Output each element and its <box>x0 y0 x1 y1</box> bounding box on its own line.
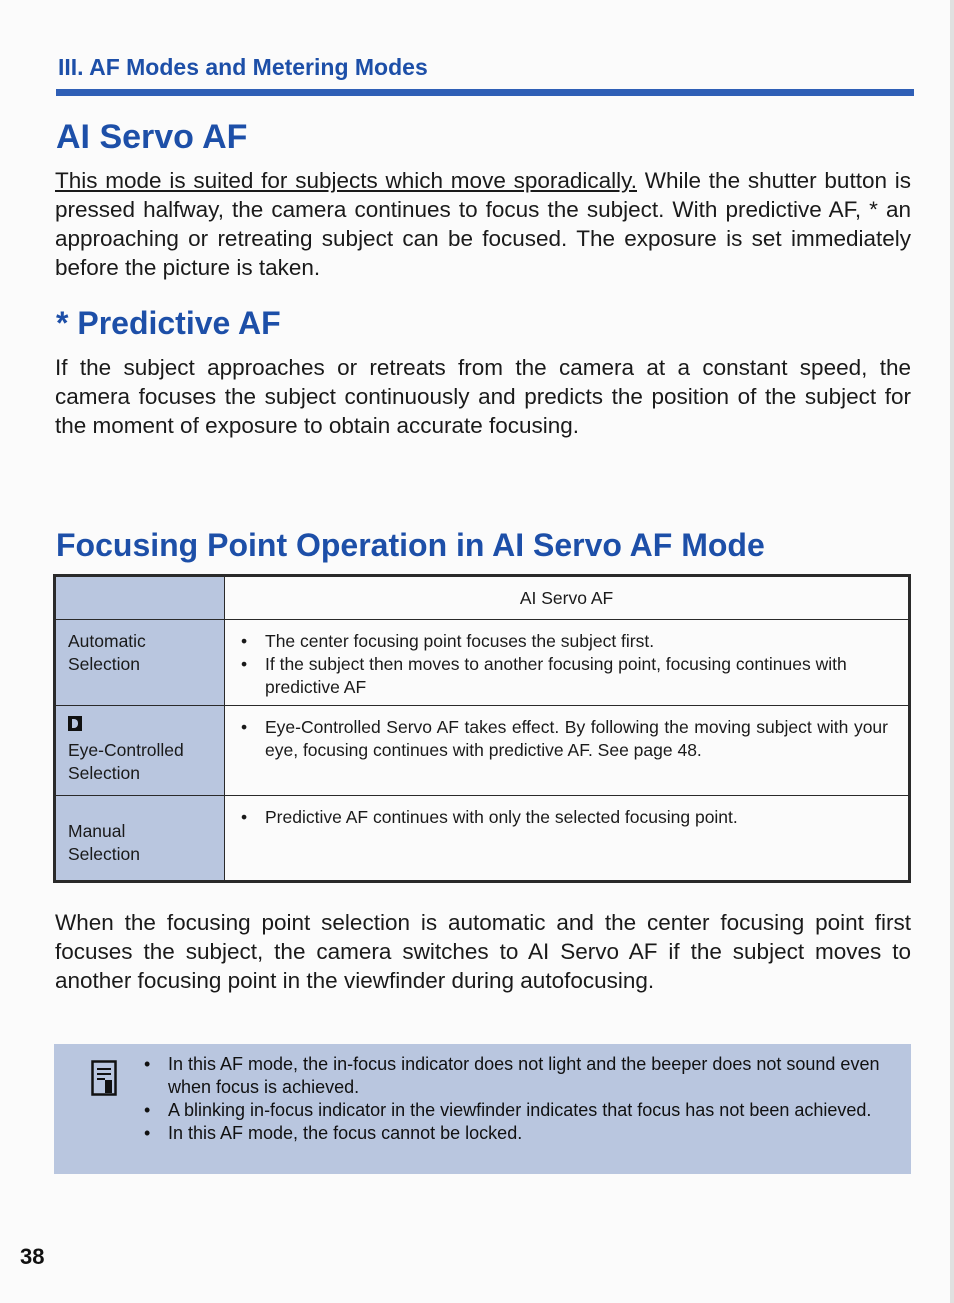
row-label-eye-controlled <box>56 706 225 796</box>
section-title: III. AF Modes and Metering Modes <box>58 54 428 80</box>
row-label-line: Automatic <box>68 631 146 651</box>
ai-servo-heading: AI Servo AF <box>56 118 248 156</box>
eye-control-icon <box>68 716 82 731</box>
row-content-eye-controlled <box>225 706 909 796</box>
predictive-af-paragraph: If the subject approaches or retreats from the camera at a constant speed, the camera focuses the subject continuously and predicts the position of the subject for the moment of exposure to obtain accurate focusing. <box>55 355 911 438</box>
predictive-af-heading: * Predictive AF <box>56 305 281 341</box>
ai-servo-underlined-text: This mode is suited for subjects which move sporadically. <box>55 168 637 193</box>
page-number: 38 <box>20 1244 45 1269</box>
table-column-header: AI Servo AF <box>225 577 909 620</box>
memo-icon <box>91 1060 117 1096</box>
row-label-line: Eye-Controlled <box>68 740 184 760</box>
row-label-line: Selection <box>68 654 140 674</box>
note-box <box>54 1044 911 1174</box>
bullet-item: • Predictive AF continues with only the selected focusing point. <box>237 806 888 829</box>
row-content-manual <box>225 796 909 881</box>
ai-servo-paragraph <box>55 166 911 282</box>
row-label-line: Selection <box>68 844 140 864</box>
table-row <box>56 620 909 706</box>
note-item: • In this AF mode, the in-focus indicator does not light and the beeper does not sound even when focus is achieved. <box>140 1053 900 1099</box>
row-label-automatic <box>56 620 225 706</box>
focusing-operation-heading: Focusing Point Operation in AI Servo AF Mode <box>56 527 765 563</box>
table-corner <box>56 577 225 620</box>
row-label-line: Manual <box>68 821 126 841</box>
ai-servo-body-text: While the shutter button is pressed halfway, the camera continues to focus the subject. With predictive AF, * an approaching or retreating subject can be focused. The exposure is set immediately before the picture is taken. <box>55 168 911 280</box>
note-item: • In this AF mode, the focus cannot be locked. <box>140 1122 900 1145</box>
row-label-manual <box>56 796 225 881</box>
note-item: • A blinking in-focus indicator in the viewfinder indicates that focus has not been achieved. <box>140 1099 900 1122</box>
focusing-table <box>53 574 911 883</box>
note-list <box>140 1053 900 1145</box>
table-row <box>56 706 909 796</box>
bullet-item: • Eye-Controlled Servo AF takes effect. By following the moving subject with your eye, focusing continues with predictive AF. See page 48. <box>237 716 888 762</box>
bullet-item: • The center focusing point focuses the subject first. <box>237 630 888 653</box>
after-table-paragraph: When the focusing point selection is automatic and the center focusing point first focuses the subject, the camera switches to AI Servo AF if the subject moves to another focusing point in the viewfinder during autofocusing. <box>55 910 911 993</box>
row-content-automatic <box>225 620 909 706</box>
bullet-item: • If the subject then moves to another focusing point, focusing continues with predictive AF <box>237 653 888 699</box>
table-row <box>56 796 909 881</box>
header-rule <box>56 89 914 96</box>
row-label-line: Selection <box>68 763 140 783</box>
